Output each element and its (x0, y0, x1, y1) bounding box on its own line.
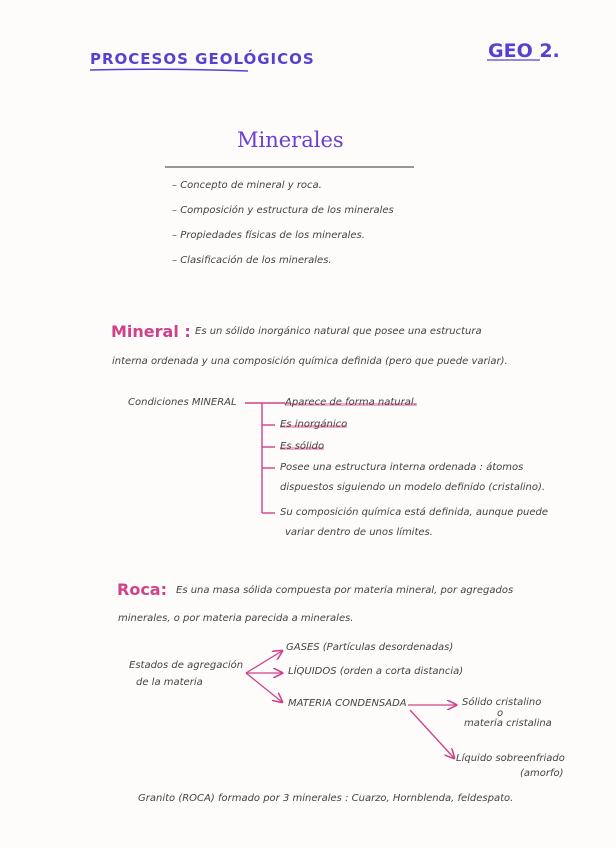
state-item: MATERIA CONDENSADA (288, 698, 407, 709)
toc-item: – Propiedades físicas de los minerales. (172, 230, 365, 241)
roca-definition-line1: Es una masa sólida compuesta por materia mineral, por agregados (176, 585, 514, 596)
condition-item-cont: variar dentro de unos límites. (285, 527, 433, 538)
toc-item: – Composición y estructura de los minerales (172, 205, 394, 216)
condensed-item-cont: (amorfo) (520, 768, 564, 779)
arrow-materia (246, 673, 282, 702)
states-label-cont: de la materia (136, 677, 203, 688)
arrow-liquido (410, 710, 454, 758)
condition-item: Posee una estructura interna ordenada : átomos (280, 462, 524, 473)
mineral-label: Mineral : (111, 322, 191, 341)
mineral-definition-line1: Es un sólido inorgánico natural que posee una estructura (195, 326, 482, 337)
main-title: Minerales (237, 128, 344, 152)
roca-label: Roca: (117, 580, 167, 599)
condensed-item: Sólido cristalino (462, 697, 542, 708)
roca-definition-line2: minerales, o por materia parecida a minerales. (118, 613, 354, 624)
granito-example: Granito (ROCA) formado por 3 minerales : Cuarzo, Hornblenda, feldespato. (138, 793, 514, 804)
conditions-label: Condiciones MINERAL (128, 397, 237, 408)
condition-item-cont: dispuestos siguiendo un modelo definido (cristalino). (280, 482, 546, 493)
condensed-item: Líquido sobreenfriado (456, 753, 565, 764)
condensed-item-cont: o (497, 708, 504, 719)
condition-item: Es sólido (280, 441, 325, 452)
state-item: GASES (Partículas desordenadas) (286, 642, 454, 653)
condition-item: Su composición química está definida, aunque puede (280, 507, 549, 518)
condition-item: Es inorgánico (280, 419, 348, 430)
condition-item: Aparece de forma natural. (285, 397, 417, 408)
header-title: PROCESOS GEOLÓGICOS (90, 50, 315, 68)
condensed-item-cont: materia cristalina (464, 718, 552, 729)
state-item: LÍQUIDOS (orden a corta distancia) (288, 666, 464, 677)
toc-item: – Clasificación de los minerales. (172, 255, 332, 266)
arrow-gases (246, 651, 282, 673)
header-underline (90, 69, 248, 71)
states-label: Estados de agregación (129, 660, 244, 671)
toc-item: – Concepto de mineral y roca. (172, 180, 322, 191)
mineral-definition-line2: interna ordenada y una composición química definida (pero que puede variar). (112, 356, 508, 367)
header-code: GEO 2. (488, 40, 560, 62)
